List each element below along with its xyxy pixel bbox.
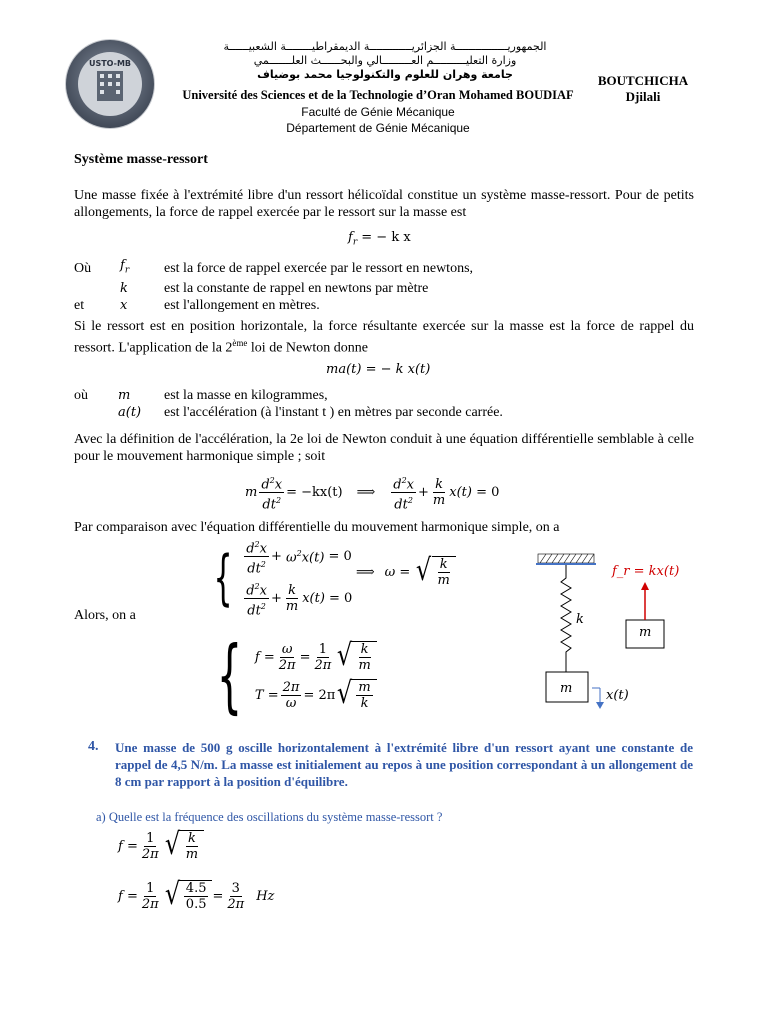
definition-row: k est la constante de rappel en newtons par mètre <box>120 280 429 296</box>
eq-hooke: $f_r$ = − k x <box>348 230 411 248</box>
university-logo <box>64 38 156 130</box>
displacement-arrow-icon <box>592 688 604 709</box>
definitions-list-1 <box>74 257 694 314</box>
header-arabic-line2: وزارة التعليــــــــــم العـــــــــالي والبحــــــث العلـــــــمي <box>253 54 517 67</box>
left-brace-icon: { <box>216 629 243 722</box>
horizontal-paragraph: Si le ressort est en position horizontale, la force résultante exercée sur la masse est la force de rappel du ressort. L'application de la 2ème loi de Newton donne <box>74 319 694 356</box>
header-department: Département de Génie Mécanique <box>286 121 470 135</box>
sqrt-icon: √ <box>164 827 180 862</box>
diagram-mass-label: m <box>560 681 573 696</box>
eq-frequency-general: f = $\frac{1}{2\pi}$ √ $\frac{k}{m}$ <box>118 830 204 862</box>
fixed-support-icon <box>536 554 596 564</box>
definition-row: Où $f_r$ est la force de rappel exercée par le ressort en newtons, <box>74 258 474 276</box>
exercise-statement: Une masse de 500 g oscille horizontalement à l'extrémité libre d'un ressort ayant une constante de rappel de 4,5 N/m. La masse est initialement au repos à une position correspondant à un allongement de 8 cm par rapport à la position d'équilibre. <box>115 740 693 789</box>
svg-text:USTO-MB: USTO-MB <box>88 59 132 68</box>
eq-newton: ma(t) = − k x(t) <box>326 362 431 377</box>
left-brace-icon: { <box>213 542 233 613</box>
header-author <box>583 73 703 105</box>
force-arrow-icon <box>641 582 649 620</box>
acceleration-paragraph: Avec la définition de l'accélération, la 2e loi de Newton conduit à une équation différentielle semblable à celle pour le mouvement harmonique simple ; soit <box>74 432 694 464</box>
eq-differential: m $\frac{d^2x}{dt^2}$ = −kx(t) ⟹ $\frac{d^2x}{dt^2}$ + $\frac{k}{m}$ x(t) = 0 <box>245 473 499 513</box>
spring-icon <box>561 565 571 672</box>
exercise-number: 4. <box>88 739 99 754</box>
logo-seal-icon <box>64 38 156 130</box>
definition-row: où m est la masse en kilogrammes, <box>74 388 328 403</box>
sqrt-icon: √ <box>337 676 353 711</box>
eq-frequency-numeric: f = $\frac{1}{2\pi}$ √ $\frac{4.5}{0.5}$ = $\frac{3}{2\pi}$ Hz <box>118 877 275 912</box>
header-arabic-line1: الجمهوريــــــــــــــــة الجزائريـــــــــــــة الديمقراطيــــــــة الشعبيــــــة <box>223 40 547 53</box>
sqrt-icon: √ <box>416 553 432 588</box>
eq-system-harmonic: { $\frac{d^2x}{dt^2}$ + $\omega^2x(t)$ = 0 $\frac{d^2x}{dt^2}$ + $\frac{k}{m}$ x(t) = 0 <box>204 537 352 618</box>
intro-paragraph: Une masse fixée à l'extrémité libre d'un ressort hélicoïdal constitue un système masse-ressort. Pour de petits allongements, la force de rappel exercée par le ressort sur la masse est <box>74 188 694 220</box>
comparison-paragraph: Par comparaison avec l'équation différentielle du mouvement harmonique simple, on a <box>74 520 560 535</box>
eq-frequency-period: { f = $\frac{\omega}{2\pi}$ = $\frac{1}{2\pi}$ √ $\frac{k}{m}$ T = $\frac{2\pi}{\omega}$ = 2π √ $\frac{m}{k}$ <box>204 636 377 716</box>
question-a: a) Quelle est la fréquence des oscillations du système masse-ressort ? <box>96 810 443 824</box>
definition-row: a(t) est l'accélération (à l'instant t ) en mètres par seconde carrée. <box>118 405 503 420</box>
author-last-name: BOUTCHICHA <box>597 73 689 88</box>
header-faculty: Faculté de Génie Mécanique <box>301 105 455 119</box>
sqrt-icon: √ <box>337 638 353 673</box>
diagram-spring-label: k <box>576 612 584 627</box>
header-arabic-line3: جامعة وهران للعلوم والتكنولوجيا محمد بوضياف <box>257 68 513 81</box>
definition-row: et x est l'allongement en mètres. <box>74 297 320 313</box>
author-first-name: Djilali <box>625 89 661 104</box>
diagram-free-mass-label: m <box>639 625 652 640</box>
section-title: Système masse-ressort <box>74 152 208 167</box>
sqrt-icon: √ <box>164 877 180 912</box>
eq-omega: ⟹ ω = √ $\frac{k}{m}$ <box>356 556 456 588</box>
alors-text: Alors, on a <box>74 608 136 623</box>
definitions-list-2 <box>74 387 694 421</box>
header-university: Université des Sciences et de la Technologie d’Oran Mohamed BOUDIAF <box>182 88 574 102</box>
diagram-displacement-label: x(t) <box>606 688 629 703</box>
header-arabic-block <box>180 40 590 82</box>
diagram-force-label: f_r = kx(t) <box>612 564 680 579</box>
